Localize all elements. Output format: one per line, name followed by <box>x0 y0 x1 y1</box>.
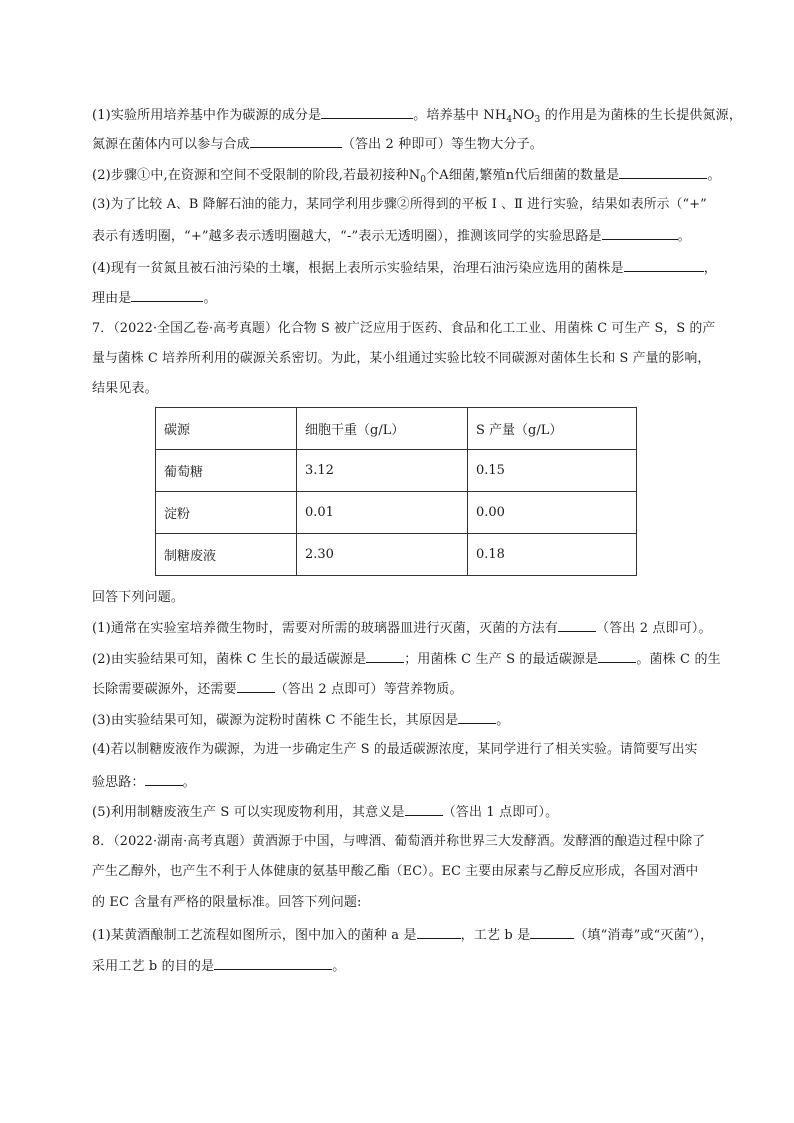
q7-part2-line1: (2)由实验结果可知，菌株 C 生长的最适碳源是 ；用菌株 C 生产 S 的最适碳源是 。菌株 C 的生 <box>92 648 721 670</box>
answer-blank[interactable] <box>458 709 496 724</box>
q7-part1: (1)通常在实验室培养微生物时，需要对所需的玻璃器皿进行灭菌，灭菌的方法有 （答出 2 点即可）。 <box>92 617 712 639</box>
q8-part1-line1: (1)某黄酒酿制工艺流程如图所示，图中加入的菌种 a 是 ，工艺 b 是 （填“消毒”或“灭菌”）， <box>92 924 713 946</box>
table-header-row <box>156 408 637 450</box>
answer-blank[interactable] <box>624 257 704 272</box>
q7-intro-line1: 7．（2022·全国乙卷·高考真题）化合物 S 被广泛应用于医药、食品和化工工业、用菌株 C 可生产 S，S 的产 <box>92 321 716 336</box>
q6-part4-line2: 理由是 。 <box>92 287 217 309</box>
answer-blank[interactable] <box>321 104 413 119</box>
carbon-source-table <box>155 407 637 576</box>
q6-part1-line1: (1)实验所用培养基中作为碳源的成分是 。培养基中 $NH_4NO_3$ 的作用是为菌株的生长提供氮源， <box>92 104 742 130</box>
q6-part3-line1: (3)为了比较 A、B 降解石油的能力，某同学利用步骤②所得到的平板 Ⅰ 、Ⅱ 进行实验，结果如表所示（“+” <box>92 197 707 212</box>
q7-part5: (5)利用制糖废液生产 S 可以实现废物利用，其意义是 （答出 1 点即可）。 <box>92 801 558 823</box>
answer-blank[interactable] <box>558 617 596 632</box>
answer-blank[interactable] <box>619 164 707 179</box>
table-header-cell: S 产量（g/L） <box>468 408 637 450</box>
table-cell: 0.00 <box>468 492 637 534</box>
q8-intro-line3: 的 EC 含量有严格的限量标准。回答下列问题: <box>92 895 362 910</box>
q8-intro-line2: 产生乙醇外，也产生不利于人体健康的氨基甲酸乙酯（EC）。EC 主要由尿素与乙醇反应形成，各国对酒中 <box>92 864 699 879</box>
q6-part3-line2: 表示有透明圈，“+”越多表示透明圈越大，“-”表示无透明圈），推测该同学的实验思路是 。 <box>92 225 691 247</box>
table-cell: 0.15 <box>468 450 637 492</box>
table-cell: 3.12 <box>297 450 468 492</box>
table-cell: 2.30 <box>297 534 468 576</box>
table-cell: 淀粉 <box>156 492 297 534</box>
table-cell: 葡萄糖 <box>156 450 297 492</box>
q7-part2-line2: 长除需要碳源外，还需要 （答出 2 点即可）等营养物质。 <box>92 678 463 700</box>
answer-blank[interactable] <box>530 924 574 939</box>
table-header-cell: 细胞干重（g/L） <box>297 408 468 450</box>
q6-part2: (2)步骤①中,在资源和空间不受限制的阶段,若最初接种$N_0$个A细菌,繁殖n代后细菌的数量是 。 <box>92 164 721 190</box>
table-cell: 0.18 <box>468 534 637 576</box>
q7-prompt: 回答下列问题。 <box>92 590 185 605</box>
q7-part4-line2: 验思路： 。 <box>92 771 196 793</box>
table-row <box>156 492 637 534</box>
answer-blank[interactable] <box>598 648 636 663</box>
q7-intro-line3: 结果见表。 <box>92 381 158 396</box>
table-row <box>156 450 637 492</box>
q8-part1-line2: 采用工艺 b 的目的是 。 <box>92 955 345 977</box>
q6-part4-line1: (4)现有一贫氮且被石油污染的土壤，根据上表所示实验结果，治理石油污染应选用的菌株是 ， <box>92 257 717 279</box>
answer-blank[interactable] <box>602 225 678 240</box>
answer-blank[interactable] <box>214 955 332 970</box>
answer-blank[interactable] <box>417 924 461 939</box>
q7-part3: (3)由实验结果可知，碳源为淀粉时菌株 C 不能生长，其原因是 。 <box>92 709 509 731</box>
q7-intro-line2: 量与菌株 C 培养所利用的碳源关系密切。为此，某小组通过实验比较不同碳源对菌体生长和 S 产量的影响， <box>92 351 711 366</box>
answer-blank[interactable] <box>405 801 443 816</box>
answer-blank[interactable] <box>131 287 203 302</box>
table-cell: 制糖废液 <box>156 534 297 576</box>
table-row <box>156 534 637 576</box>
q7-part4-line1: (4)若以制糖废液作为碳源，为进一步确定生产 S 的最适碳源浓度，某同学进行了相关实验。请简要写出实 <box>92 742 698 757</box>
answer-blank[interactable] <box>250 133 342 148</box>
answer-blank[interactable] <box>366 648 404 663</box>
answer-blank[interactable] <box>237 678 275 693</box>
q6-part1-line2: 氮源在菌体内可以参与合成 （答出 2 种即可）等生物大分子。 <box>92 133 543 155</box>
table-header-cell: 碳源 <box>156 408 297 450</box>
answer-blank[interactable] <box>145 771 183 786</box>
q8-intro-line1: 8．（2022·湖南·高考真题）黄酒源于中国，与啤酒、葡萄酒并称世界三大发酵酒。发酵酒的酿造过程中除了 <box>92 834 706 849</box>
table-cell: 0.01 <box>297 492 468 534</box>
